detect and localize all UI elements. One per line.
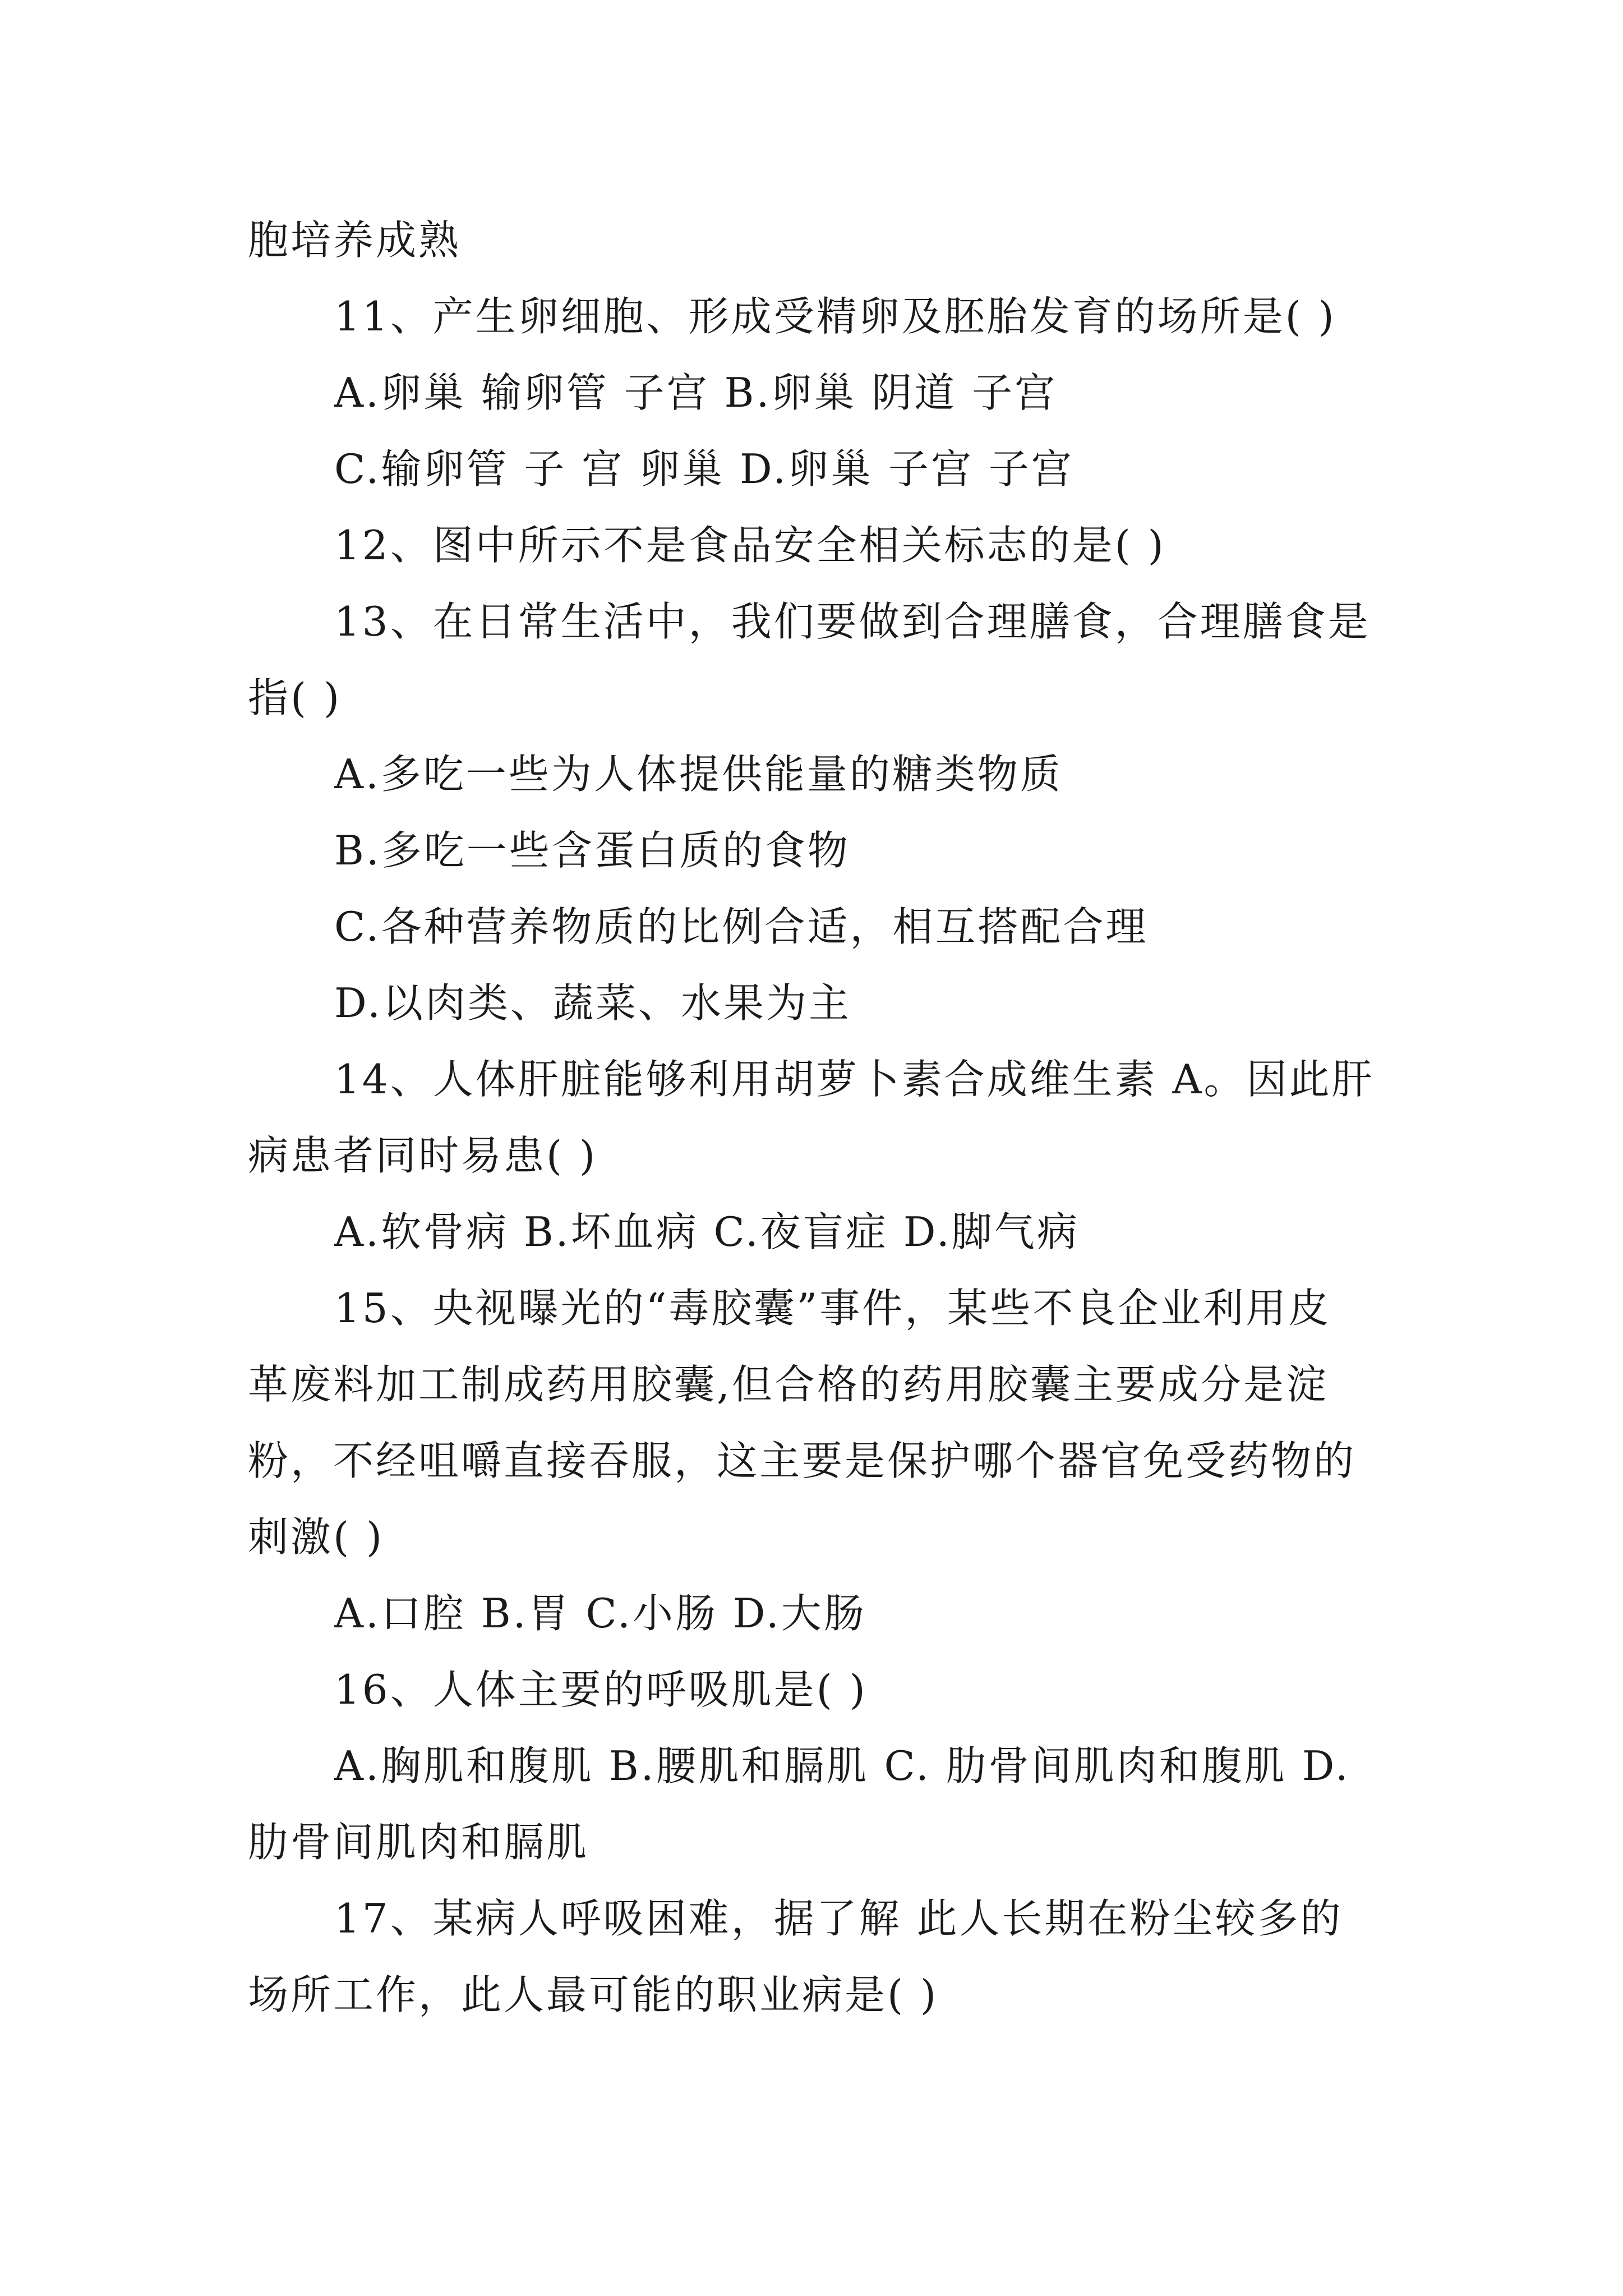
question-14-cont: 病患者同时易患( ) [248, 1132, 598, 1179]
options-16-line-2: 肋骨间肌肉和膈肌 [248, 1819, 589, 1866]
question-12: 12、图中所示不是食品安全相关标志的是( ) [334, 522, 1166, 569]
option-13-a: A.多吃一些为人体提供能量的糖类物质 [334, 751, 1063, 798]
question-14: 14、人体肝脏能够利用胡萝卜素合成维生素 A。因此肝 [334, 1056, 1375, 1103]
question-16: 16、人体主要的呼吸肌是( ) [334, 1666, 868, 1713]
options-11-line-2: C.输卵管 子 宫 卵巢 D.卵巢 子宫 子宫 [334, 445, 1074, 493]
question-15-cont-2: 粉，不经咀嚼直接吞服，这主要是保护哪个器官免受药物的 [248, 1437, 1357, 1484]
question-17: 17、某病人呼吸困难，据了解 此人长期在粉尘较多的 [334, 1895, 1343, 1942]
question-17-cont: 场所工作，此人最可能的职业病是( ) [248, 1971, 939, 2018]
option-13-b: B.多吃一些含蛋白质的食物 [334, 827, 850, 874]
option-13-c: C.各种营养物质的比例合适，相互搭配合理 [334, 903, 1149, 950]
question-11: 11、产生卵细胞、形成受精卵及胚胎发育的场所是( ) [334, 293, 1336, 340]
options-16-line-1: A.胸肌和腹肌 B.腰肌和膈肌 C. 肋骨间肌肉和腹肌 D. [334, 1742, 1350, 1789]
question-15-cont-3: 刺激( ) [248, 1513, 385, 1561]
option-13-d: D.以肉类、蔬菜、水果为主 [334, 979, 852, 1027]
options-14: A.软骨病 B.坏血病 C.夜盲症 D.脚气病 [334, 1208, 1080, 1255]
options-11-line-1: A.卵巢 输卵管 子宫 B.卵巢 阴道 子宫 [334, 369, 1058, 416]
text-line: 胞培养成熟 [248, 217, 462, 264]
question-15: 15、央视曝光的“毒胶囊”事件，某些不良企业利用皮 [334, 1285, 1331, 1332]
question-13-cont: 指( ) [248, 674, 342, 721]
question-15-cont-1: 革废料加工制成药用胶囊,但合格的药用胶囊主要成分是淀 [248, 1361, 1329, 1408]
options-15: A.口腔 B.胃 C.小肠 D.大肠 [334, 1590, 866, 1637]
question-13: 13、在日常生活中，我们要做到合理膳食，合理膳食是 [334, 598, 1371, 645]
